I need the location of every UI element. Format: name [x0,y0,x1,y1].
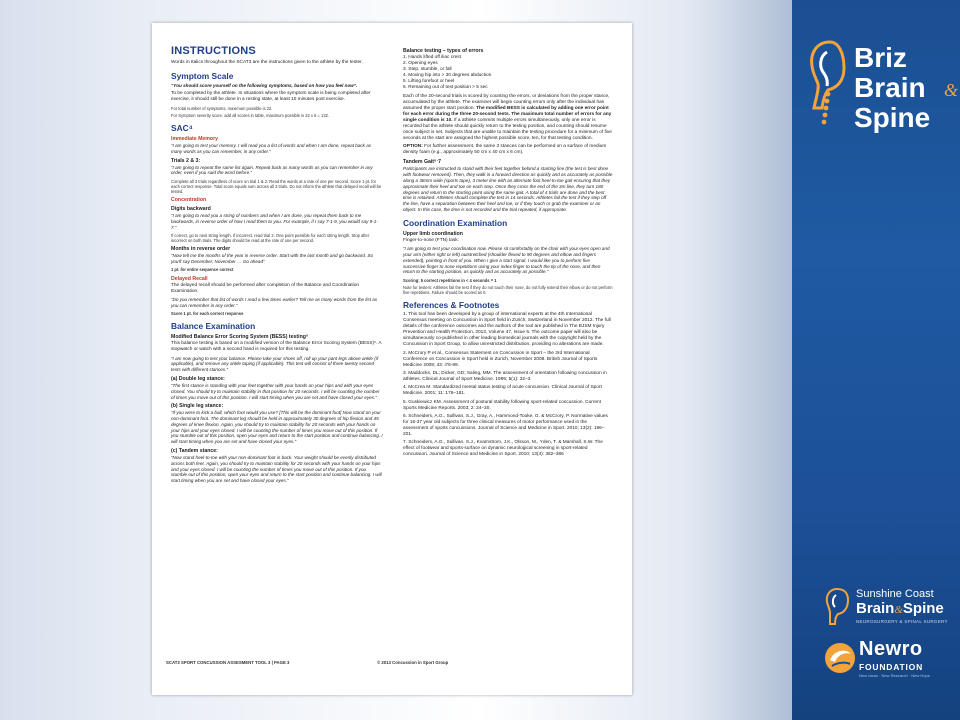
concentration-heading: Concentration [171,197,207,204]
list-item: 4. Moving hip into > 30 degrees abduction [403,73,492,78]
sunshine-coast-brain-spine-logo [822,586,952,630]
spine-word: Spine [854,102,931,133]
months-heading: Months in reverse order [171,246,231,253]
symptom-severity: For Symptom severity score, add all scores in table, maximum possible is 22 x 6 = 132. [171,112,330,118]
scoring-text-bold: The modified BESS is calculated by adding one error point for each error during the three 20-second tests. The maximum total number of errors for any single condition is 10. [403,106,612,123]
ftn-label: Finger-to-nose (FTN) task: [403,237,459,243]
scoring-text [403,94,613,142]
symptom-scale-heading: Symptom Scale [171,71,234,81]
reference-item: 6. Schneiders, A.G., Sullivan, S.J., Gray, A., Hammond-Tooke, G. & McCrory, P. Normative values for 16-37 year old subjects for three clinical measures of motor performance used in the assessment of sports concussions. Journal of Science and Medicine in Sport. 2010; 13(2): 196–201. [403,414,608,438]
scbs-line2 [856,600,944,617]
trials-quote: “I am going to repeat the same list again. Repeat back as many words as you can remember in any order, even if you said the word before.” [171,164,373,176]
digits-text: If correct, go to next string length. If incorrect, read trial 2. One point possible for each string length. Stop after incorrect on both trials. The digits should be read at the rate of one per second. [171,232,370,244]
brain-word: Brain [854,72,926,103]
balance-exam-heading: Balance Examination [171,321,256,332]
reference-item: 3. Maddocks, DL; Dicker, GD; Saling, MM. The assessment of orientation following concussion in athletes. Clinical Journal of Sport Medicine. 1995; 5(1): 32–3. [403,370,607,382]
tandem-stance-heading: (c) Tandem stance: [171,448,218,455]
scbs-tagline: NEUROSURGERY & SPINAL SURGERY [856,619,948,624]
months-quote: “Now tell me the months of the year in reverse order. Start with the last month and go backward. So you'll say December, November … Go ahead” [171,253,374,265]
symptom-total: For total number of symptoms, maximum possible is 22. [171,105,273,111]
newro-tagline: New Ideas · New Research · New Hope [859,673,930,678]
ampersand: & [944,80,959,100]
document-page [152,23,632,695]
reference-item: 2. McCrory P et al., Consensus Statement on Concussion in Sport – the 3rd International Conference on Concussion in Sport held in Zurich, November 2008. British Journal of Sports Medicine 2009; 43: i76-89. [403,350,598,368]
option-paragraph [403,144,613,156]
list-item: 3. Step, stumble, or fall [403,67,452,72]
error-types-list [403,55,613,91]
trials-text: Complete all 3 trials regardless of score on trial 1 & 2. Read the words at a rate of one per second. Score 1 pt. for each correct response. Total score equals sum across all 3 trials. Do not inform the athlete that delayed recall will be tested. [171,178,382,194]
trials-heading: Trials 2 & 3: [171,157,201,164]
coordination-heading: Coordination Examination [403,217,508,228]
tandem-gait-heading: Tandem Gait⁶ˑ7 [403,159,442,166]
single-leg-heading: (b) Single leg stance: [171,403,224,410]
upper-limb-heading: Upper limb coordination [403,230,463,237]
symptom-text: To be completed by the athlete. In situations where the symptom scale is being completed after exercise, it should still be done in a resting state, at least 10 minutes post exercise. [171,91,371,103]
double-leg-quote: “The first stance is standing with your feet together with your hands on your hips and with your eyes closed. You should try to maintain stability in that position for 20 seconds. I will be counting the number of times you move out of this position. I will start timing when you are set and have closed your eyes.” [171,382,380,400]
bess-heading: Modified Balance Error Scoring System (BESS) testing⁵ [171,334,309,341]
head-spine-icon [806,38,852,138]
page-footer-copyright: © 2013 Concussion in Sport Group [377,660,449,665]
delayed-recall-score: Score 1 pt. for each correct response [171,310,244,316]
bess-quote: “I am now going to test your balance. Please take your shoes off, roll up your pant legs above ankle (if applicable), and remove any ankle taping (if applicable). This test will consist of three twenty second tests with different stances.” [171,355,379,373]
left-column [171,45,383,486]
digits-backward-heading: Digits backward [171,206,211,213]
months-score: 1 pt. for entire sequence correct [171,267,234,273]
immediate-memory-heading: Immediate Memory [171,135,218,142]
briz-brain-spine-logo [806,38,959,138]
references-heading: References & Footnotes [403,300,500,311]
bess-text: This balance testing is based on a modified version of the Balance Error Scoring System (BESS)⁵. A stopwatch or watch with a second hand is required for this testing. [171,341,382,353]
list-item: 1. Hands lifted off iliac crest [403,55,461,60]
digits-quote: “I am going to read you a string of numbers and when I am done, you repeat them back to me backwards, in reverse order of how I read them to you. For example, if I say 7-1-9, you would say 9-1-7.” [171,213,378,230]
list-item: 6. Remaining out of test position > 5 sec [403,85,488,90]
right-column [403,45,613,461]
head-spine-icon [822,586,852,630]
instructions-text: Words in Italics throughout the SCAT3 are the instructions given to the athlete by the tester. [171,60,363,65]
reference-item: 4. McCrea M. Standardized mental status testing of acute concussion. Clinical Journal of Sport Medicine. 2001; 11: 176–181. [403,385,602,397]
immediate-memory-quote: “I am going to test your memory. I will read you a list of words and when I am done, repeat back as many words as you can remember, in any order.” [171,142,372,154]
scbs-spine: Spine [902,600,944,617]
scbs-ampersand: & [894,604,903,616]
delayed-recall-text: The delayed recall should be performed after completion of the Balance and Coordination Examination. [171,282,360,294]
foundation-word: FOUNDATION [859,662,924,672]
page-footer-title: SCAT3 SPORT CONCUSSION ASSESMENT TOOL 3 | PAGE 3 [166,660,290,665]
scoring-text-plain: Each of the 20-second trials is scored by counting the errors, or deviations from the proper stance, accumulated by the athlete. The examiner will begin counting errors only after the individual has assumed the proper start position. [403,94,610,111]
newro-word: Newro [859,638,923,660]
delayed-recall-quote: “Do you remember that list of words I read a few times earlier? Tell me as many words from the list as you can remember in any order.” [171,296,378,308]
reference-item: 1. This tool has been developed by a group of international experts at the 4th International Consensus meeting on Concussion in Sport held in Zurich, Switzerland in November 2012. The full details of the conference outcomes and the authors of the tool are published in The BJSM Injury Prevention and Health Protection, 2013, Volume 47, Issue 5. The outcome paper will also be simultaneously co-published in other leading biomedical journals with the copyright held by the Concussion in Sport Group, to allow unrestricted distribution, providing no alterations are made. [403,312,611,348]
scbs-line1: Sunshine Coast [856,588,934,600]
tandem-gait-text: Participants are instructed to stand with their feet together behind a starting line (the test is best done with footwear removed). Then, they walk in a forward direction as quickly and as accurately as possible along a 38mm wide (sports tape), 3 meter line with an alternate foot heel-to-toe gait ensuring that they approximate their heel and toe on each step. Once they cross the end of the 3m line, they turn 180 degrees and return to the starting point using the same gait. A total of 4 trials are done and the best time is retained. Athletes should complete the test in 14 seconds. Athletes fail the test if they step off the line, have a separation between their heel and toe, or if they touch or grab the examiner or an object. In this case, the time is not recorded and the trial repeated, if appropriate. [403,166,613,212]
swirl-circle-icon [824,640,856,676]
briz-word: Briz [854,42,907,73]
option-text: For further assessment, the same 3 stances can be performed on a surface of medium density foam (e.g., approximately 50 cm x 40 cm x 6 cm). [403,144,607,156]
list-item: 2. Opening eyes [403,61,438,66]
scbs-brain: Brain [856,600,895,617]
list-item: 5. Lifting forefoot or heel [403,79,455,84]
instructions-heading: INSTRUCTIONS [171,45,256,57]
error-types-heading: Balance testing – types of errors [403,48,484,54]
newro-foundation-logo [824,640,954,680]
ftn-quote: “I am going to test your coordination now. Please sit comfortably on the chair with your eyes open and your arm (either right or left) outstretched (shoulder flexed to 90 degrees and elbow and fingers extended), pointing in front of you. When I give a start signal, I would like you to perform five successive finger to nose repetitions using your index finger to touch the tip of the nose, and then return to the starting position, as quickly and as accurately as possible.” [403,246,610,275]
delayed-recall-heading: Delayed Recall [171,275,208,282]
scoring-text-continued: If a athlete commits multiple errors simultaneously, only one error is recorded but the athlete should quickly return to the testing position, and counting should resume once subject is set. Subjects that are unable to maintain the testing procedure for a minimum of five seconds at the start are assigned the highest possible score, ten, for that testing condition. [403,118,612,141]
double-leg-heading: (a) Double leg stance: [171,375,225,382]
reference-item: 5. Guskiewicz KM. Assessment of postural stability following sport-related concussion. Current Sports Medicine Reports. 2003; 2: 24–30. [403,399,601,411]
single-leg-quote: “If you were to kick a ball, which foot would you use? [This will be the dominant foot] Now stand on your non-dominant foot. The dominant leg should be held in approximately 30 degrees of hip flexion and 45 degrees of knee flexion. Again, you should try to maintain stability for 20 seconds with your hands on your hips and your eyes closed. I will be counting the number of times you move out of this position. If you stumble out of this position, open your eyes and return to the start position and continue balancing. I will start timing when you are set and have closed your eyes.” [171,410,383,445]
reference-item: 7. Schneiders, A.G., Sullivan, S.J., Kvarnstrom, J.K., Olsson, M., Yden, T. & Marshall, S.W. The effect of footwear and sports-surface on dynamic neurological screening in sport-related concussion. Journal of Science and Medicine in Sport. 2010; 13(4): 382–386 [403,440,603,458]
symptom-quote: “You should score yourself on the following symptoms, based on how you feel now”. [171,83,358,88]
tandem-stance-quote: “Now stand heel-to-toe with your non-dominant foot in back. Your weight should be evenly distributed across both feet. Again, you should try to maintain stability for 20 seconds with your hands on your hips and your eyes closed. I will be counting the number of times you move out of this position. If you stumble out of this position, open your eyes and return to the start position and continue balancing. I will start timing when you are set and have closed your eyes.” [171,455,382,484]
option-label: OPTION: [403,144,423,150]
ftn-scoring: Scoring: 5 correct repetitions in < 4 seconds = 1 [403,277,497,283]
ftn-note: Note for testers: Athletes fail the test if they do not touch their nose, do not fully extend their elbow or do not perform five repetitions. Failure should be scored as 0. [403,284,613,295]
sac-heading: SAC⁴ [171,122,193,133]
